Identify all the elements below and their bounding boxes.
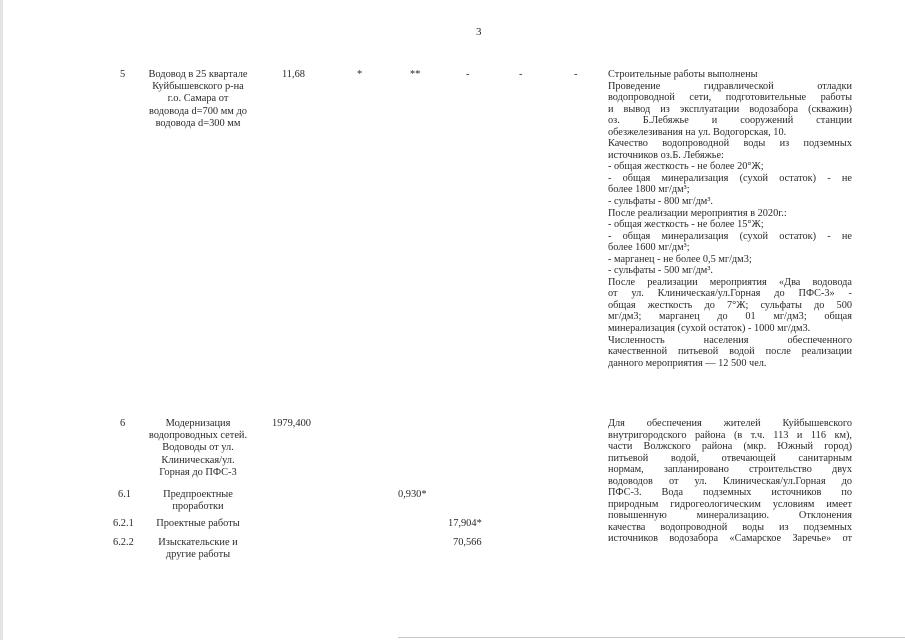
description-line: качественной питьевой водой после реализации <box>608 346 852 358</box>
description-line: - общая минерализация (сухой остаток) - не <box>608 172 852 184</box>
description-line: источников водозабора «Самарское Заречье» от <box>608 533 852 545</box>
description-line: части Волжского района (мкр. Южный город) <box>608 441 852 453</box>
description-line: водоводов от ул. Клиническая/ул.Горная до <box>608 475 852 487</box>
row-name <box>140 518 256 530</box>
row-name-line: Водоводы от ул. <box>162 442 234 454</box>
description-line: После реализации мероприятия «Два водовода <box>608 276 852 288</box>
row-number: 6.1 <box>118 489 131 500</box>
description-line: Для обеспечения жителей Куйбышевского <box>608 418 852 429</box>
row-name-line: Куйбышевского р-на <box>152 81 244 93</box>
description-line: от ул. Клиническая/ул.Горная до ПФС-3» - <box>608 288 852 300</box>
description-line: ПФС-3. Вода подземных источников по <box>608 487 852 499</box>
row-value: 17,904* <box>448 518 482 529</box>
row-name <box>140 69 256 130</box>
scan-edge <box>0 0 3 640</box>
row-value: 0,930* <box>398 489 427 500</box>
row-number: 6 <box>120 418 126 429</box>
row-name-line: водопроводных сетей. <box>148 430 248 442</box>
row-number: 6.2.1 <box>113 518 134 529</box>
row-name-line: другие работы <box>165 549 231 561</box>
description-line: оз. Б.Лебяжье и сооружений станции <box>608 115 852 127</box>
row-name-line: Предпроектные <box>163 489 233 500</box>
row-name-line: Клиническая/ул. <box>161 454 235 466</box>
description-line: Проведение гидравлической отладки <box>608 80 852 92</box>
description-line: Строительные работы выполнены <box>608 69 758 80</box>
description-line: более 1800 мг/дм³; <box>608 184 690 196</box>
row-col2: ** <box>410 69 421 80</box>
row-cost: 11,68 <box>282 69 305 80</box>
description-line: - общая жесткость - не более 15°Ж; <box>608 219 764 231</box>
description-line: - сульфаты - 800 мг/дм³. <box>608 196 713 208</box>
description-line: источников оз.Б. Лебяжье: <box>608 149 724 161</box>
row-name-line: Проектные работы <box>156 518 240 529</box>
row-name <box>140 489 256 513</box>
description-line: внутригородского района (в т.ч. 113 и 116 км), <box>608 429 852 441</box>
row-value: 70,566 <box>453 537 482 548</box>
page-number: 3 <box>476 26 482 38</box>
description-line: качества водопроводной воды из подземных <box>608 521 852 533</box>
description-line: - общая минерализация (сухой остаток) - не <box>608 230 852 242</box>
description-line: После реализации мероприятия в 2020г.: <box>608 207 787 219</box>
description-line: повышенную минерализацию. Отклонения <box>608 510 852 522</box>
row-description <box>608 69 852 369</box>
row-name <box>140 418 256 479</box>
row-number: 6.2.2 <box>113 537 134 548</box>
row-name-line: Изыскательские и <box>158 537 238 548</box>
description-line: обезжелезивания на ул. Водогорская, 10. <box>608 126 787 138</box>
row-col1: * <box>357 69 363 80</box>
row-col5: - <box>574 69 578 80</box>
description-line: более 1600 мг/дм³; <box>608 242 690 254</box>
description-line: общая жесткость до 7°Ж; сульфаты до 500 <box>608 299 852 311</box>
row-name-line: проработки <box>172 501 224 513</box>
row-name-line: Горная до ПФС-3 <box>159 466 237 478</box>
row-col3: - <box>466 69 470 80</box>
description-line: и вывод из эксплуатации водозабора (скважин) <box>608 103 852 115</box>
description-line: водопроводной сети, подготовительные работы <box>608 92 852 104</box>
description-line: Численность населения обеспеченного <box>608 334 852 346</box>
description-line: данного мероприятия — 12 500 чел. <box>608 357 767 369</box>
row-name-line: г.о. Самара от <box>167 93 229 105</box>
description-line: - марганец - не более 0,5 мг/дм3; <box>608 253 752 265</box>
row-col4: - <box>519 69 523 80</box>
description-line: нормам, запланировано строительство двух <box>608 464 852 476</box>
description-line: минерализация (сухой остаток) - 1000 мг/дм3. <box>608 323 811 335</box>
description-line: питьевой водой, отвечающей санитарным <box>608 452 852 464</box>
row-name-line: Модернизация <box>165 418 231 429</box>
row-name <box>140 537 256 561</box>
row-name-line: Водовод в 25 квартале <box>148 69 248 80</box>
row-description <box>608 418 852 545</box>
row-number: 5 <box>120 69 126 80</box>
footer-rule <box>398 637 905 638</box>
row-name-line: водовода d=300 мм <box>155 117 241 129</box>
description-line: - сульфаты - 500 мг/дм³. <box>608 265 713 277</box>
description-line: мг/дм3; марганец до 01 мг/дм3; общая <box>608 311 852 323</box>
row-cost: 1979,400 <box>272 418 311 429</box>
description-line: Качество водопроводной воды из подземных <box>608 138 852 150</box>
description-line: - общая жесткость - не более 20°Ж; <box>608 161 764 173</box>
description-line: природным гидрогеологическим условиям имеет <box>608 498 852 510</box>
row-name-line: водовода d=700 мм до <box>149 105 247 117</box>
